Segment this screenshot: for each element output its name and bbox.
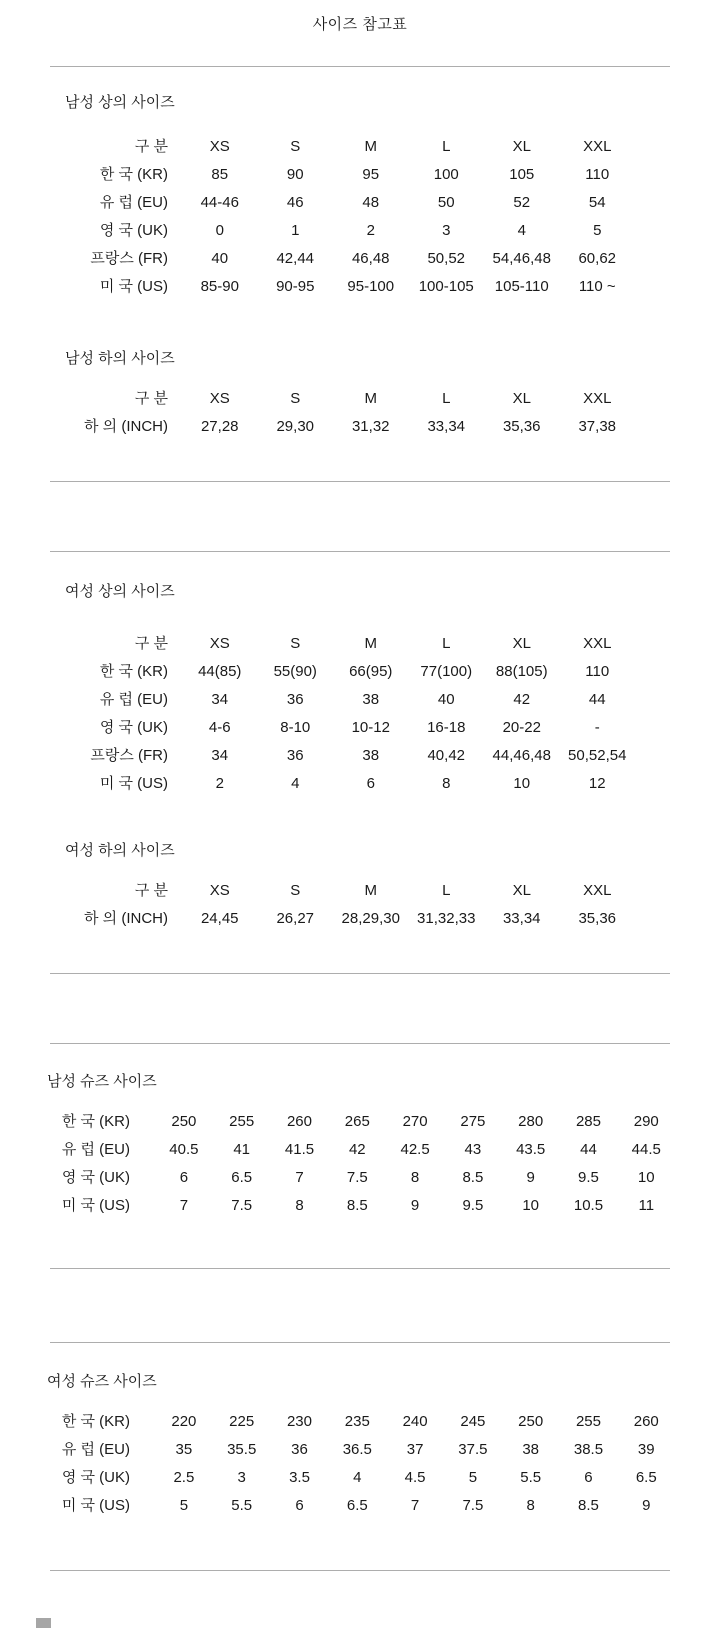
cell-value: 46,48 bbox=[351, 250, 390, 267]
row-label: 한 국 (KR) bbox=[99, 663, 168, 680]
cell-value: 20-22 bbox=[502, 719, 541, 736]
cell-value: 105-110 bbox=[494, 278, 549, 295]
mens-shoes-size-table bbox=[50, 1108, 675, 1220]
cell-value: 66(95) bbox=[349, 663, 393, 680]
column-header: XXL bbox=[583, 882, 612, 899]
divider bbox=[50, 1043, 670, 1044]
cell-value: 42 bbox=[513, 691, 531, 708]
row-label: 미 국 (US) bbox=[61, 1497, 130, 1514]
row-label: 한 국 (KR) bbox=[99, 166, 168, 183]
cell-value: 39 bbox=[637, 1441, 655, 1458]
cell-value: 265 bbox=[344, 1113, 370, 1130]
cell-value: 220 bbox=[171, 1413, 197, 1430]
cell-value: 280 bbox=[518, 1113, 544, 1130]
cell-value: 41 bbox=[233, 1141, 251, 1158]
column-header: XL bbox=[512, 882, 531, 899]
cell-value: 1 bbox=[291, 222, 300, 239]
cell-value: 52 bbox=[513, 194, 531, 211]
cell-value: 42.5 bbox=[400, 1141, 430, 1158]
cell-value: 27,28 bbox=[200, 418, 239, 435]
cell-value: 40.5 bbox=[169, 1141, 199, 1158]
row-label: 유 럽 (EU) bbox=[99, 194, 168, 211]
cell-value: 40 bbox=[437, 691, 455, 708]
cell-value: 54 bbox=[588, 194, 606, 211]
cell-value: 8.5 bbox=[462, 1169, 484, 1186]
cell-value: 34 bbox=[211, 747, 229, 764]
cell-value: 10 bbox=[637, 1169, 655, 1186]
column-header: S bbox=[290, 138, 301, 155]
column-header: XL bbox=[512, 138, 531, 155]
cell-value: 290 bbox=[633, 1113, 659, 1130]
cell-value: 16-18 bbox=[427, 719, 466, 736]
cell-value: 28,29,30 bbox=[341, 910, 400, 927]
cell-value: 10.5 bbox=[573, 1197, 604, 1214]
cell-value: 0 bbox=[215, 222, 224, 239]
row-label: 미 국 (US) bbox=[99, 775, 168, 792]
cell-value: 44,46,48 bbox=[492, 747, 551, 764]
column-header: L bbox=[442, 138, 451, 155]
cell-value: 250 bbox=[171, 1113, 197, 1130]
column-header: XS bbox=[209, 390, 230, 407]
row-header-label: 구 분 bbox=[134, 138, 168, 155]
cell-value: 9 bbox=[526, 1169, 535, 1186]
cell-value: 7.5 bbox=[462, 1497, 484, 1514]
cell-value: 33,34 bbox=[427, 418, 466, 435]
cell-value: 3 bbox=[237, 1469, 246, 1486]
row-label: 하 의 (INCH) bbox=[84, 910, 168, 927]
cell-value: 35.5 bbox=[227, 1441, 257, 1458]
cell-value: 8 bbox=[295, 1197, 304, 1214]
column-header: XXL bbox=[583, 138, 612, 155]
cell-value: 54,46,48 bbox=[492, 250, 551, 267]
cell-value: 8.5 bbox=[578, 1497, 599, 1514]
cell-value: 110 bbox=[585, 166, 610, 183]
section-title-mens-bottoms: 남성 하의 사이즈 bbox=[65, 350, 175, 367]
cell-value: 35,36 bbox=[578, 910, 617, 927]
row-label: 영 국 (UK) bbox=[61, 1169, 130, 1186]
cell-value: 35,36 bbox=[502, 418, 541, 435]
cell-value: 4 bbox=[353, 1469, 362, 1486]
cell-value: 37,38 bbox=[578, 418, 617, 435]
bottom-left-partial-element bbox=[36, 1618, 51, 1628]
cell-value: 43.5 bbox=[516, 1141, 546, 1158]
section-title-womens-bottoms: 여성 하의 사이즈 bbox=[65, 842, 175, 859]
column-header: XS bbox=[209, 635, 230, 652]
column-header: L bbox=[442, 882, 451, 899]
cell-value: 4.5 bbox=[404, 1469, 426, 1486]
cell-value: 37.5 bbox=[458, 1441, 488, 1458]
cell-value: 38.5 bbox=[573, 1441, 604, 1458]
womens-tops-size-table bbox=[50, 630, 635, 798]
cell-value: 6 bbox=[179, 1169, 189, 1186]
column-header: M bbox=[364, 138, 377, 155]
column-header: XXL bbox=[583, 635, 612, 652]
cell-value: 44-46 bbox=[200, 194, 239, 211]
column-header: M bbox=[364, 882, 377, 899]
cell-value: 6 bbox=[584, 1469, 593, 1486]
cell-value: 31,32 bbox=[351, 418, 390, 435]
cell-value: 6.5 bbox=[635, 1469, 657, 1486]
womens-bottoms-size-table bbox=[50, 877, 635, 933]
cell-value: 85-90 bbox=[200, 278, 239, 295]
cell-value: 2 bbox=[366, 222, 375, 239]
mens-bottoms-size-table bbox=[50, 385, 635, 441]
cell-value: 240 bbox=[402, 1413, 428, 1430]
cell-value: 35 bbox=[175, 1441, 193, 1458]
cell-value: 60,62 bbox=[578, 250, 617, 267]
cell-value: 12 bbox=[588, 775, 606, 792]
cell-value: 275 bbox=[460, 1113, 486, 1130]
cell-value: 3 bbox=[442, 222, 451, 239]
cell-value: 285 bbox=[575, 1113, 601, 1130]
cell-value: 10-12 bbox=[351, 719, 390, 736]
cell-value: 33,34 bbox=[502, 910, 541, 927]
cell-value: 38 bbox=[362, 691, 380, 708]
cell-value: 29,30 bbox=[276, 418, 315, 435]
cell-value: 90-95 bbox=[276, 278, 315, 295]
cell-value: 110 bbox=[585, 663, 610, 680]
cell-value: 38 bbox=[362, 747, 380, 764]
cell-value: 42,44 bbox=[276, 250, 315, 267]
column-header: M bbox=[364, 390, 377, 407]
cell-value: 270 bbox=[402, 1113, 428, 1130]
cell-value: 88(105) bbox=[495, 663, 548, 680]
cell-value: 40 bbox=[211, 250, 229, 267]
row-header-label: 구 분 bbox=[134, 882, 168, 899]
column-header: S bbox=[290, 882, 301, 899]
cell-value: 9.5 bbox=[462, 1197, 484, 1214]
cell-value: 95-100 bbox=[347, 278, 395, 295]
cell-value: 250 bbox=[518, 1413, 544, 1430]
cell-value: 5.5 bbox=[520, 1469, 542, 1486]
cell-value: 100-105 bbox=[418, 278, 474, 295]
row-label: 프랑스 (FR) bbox=[90, 747, 168, 764]
cell-value: 37 bbox=[406, 1441, 424, 1458]
cell-value: 44(85) bbox=[198, 663, 242, 680]
cell-value: 7 bbox=[410, 1497, 420, 1514]
cell-value: 105 bbox=[509, 166, 535, 183]
column-header: L bbox=[442, 390, 451, 407]
column-header: XS bbox=[209, 138, 230, 155]
cell-value: 10 bbox=[513, 775, 531, 792]
row-label: 하 의 (INCH) bbox=[84, 418, 168, 435]
section-title-mens-tops: 남성 상의 사이즈 bbox=[65, 94, 175, 111]
column-header: XL bbox=[512, 635, 531, 652]
cell-value: 255 bbox=[229, 1113, 255, 1130]
mens-tops-size-table bbox=[50, 133, 635, 301]
column-header: XS bbox=[209, 882, 230, 899]
row-label: 한 국 (KR) bbox=[61, 1113, 130, 1130]
cell-value: 31,32,33 bbox=[417, 910, 476, 927]
cell-value: 85 bbox=[211, 166, 229, 183]
row-label: 영 국 (UK) bbox=[61, 1469, 130, 1486]
cell-value: 34 bbox=[211, 691, 229, 708]
row-label: 한 국 (KR) bbox=[61, 1413, 130, 1430]
cell-value: 7 bbox=[295, 1169, 304, 1186]
row-label: 영 국 (UK) bbox=[99, 222, 168, 239]
cell-value: 6 bbox=[366, 775, 375, 792]
cell-value: 260 bbox=[286, 1113, 312, 1130]
cell-value: 4 bbox=[291, 775, 300, 792]
row-header-label: 구 분 bbox=[134, 635, 168, 652]
cell-value: 41.5 bbox=[284, 1141, 315, 1158]
cell-value: 7.5 bbox=[231, 1197, 253, 1214]
cell-value: 55(90) bbox=[273, 663, 317, 680]
cell-value: 4-6 bbox=[208, 719, 231, 736]
row-label: 영 국 (UK) bbox=[99, 719, 168, 736]
cell-value: 6.5 bbox=[346, 1497, 368, 1514]
cell-value: 43 bbox=[464, 1141, 482, 1158]
row-header-label: 구 분 bbox=[134, 390, 168, 407]
cell-value: - bbox=[594, 719, 600, 736]
cell-value: 100 bbox=[433, 166, 459, 183]
row-label: 프랑스 (FR) bbox=[90, 250, 168, 267]
cell-value: 42 bbox=[348, 1141, 366, 1158]
column-header: XXL bbox=[583, 390, 612, 407]
cell-value: 8 bbox=[410, 1169, 420, 1186]
cell-value: 8 bbox=[526, 1497, 535, 1514]
cell-value: 77(100) bbox=[420, 663, 473, 680]
column-header: L bbox=[442, 635, 451, 652]
cell-value: 40,42 bbox=[427, 747, 466, 764]
cell-value: 50,52,54 bbox=[568, 747, 627, 764]
cell-value: 90 bbox=[286, 166, 304, 183]
cell-value: 36 bbox=[286, 747, 304, 764]
cell-value: 6 bbox=[295, 1497, 304, 1514]
row-label: 유 럽 (EU) bbox=[99, 691, 168, 708]
womens-shoes-size-table bbox=[50, 1408, 675, 1520]
divider bbox=[50, 481, 670, 482]
cell-value: 26,27 bbox=[276, 910, 315, 927]
cell-value: 8 bbox=[442, 775, 451, 792]
cell-value: 9 bbox=[642, 1497, 651, 1514]
cell-value: 6.5 bbox=[231, 1169, 253, 1186]
cell-value: 255 bbox=[575, 1413, 601, 1430]
column-header: M bbox=[364, 635, 377, 652]
cell-value: 95 bbox=[362, 166, 380, 183]
cell-value: 11 bbox=[638, 1197, 655, 1214]
cell-value: 3.5 bbox=[289, 1469, 310, 1486]
divider bbox=[50, 1570, 670, 1571]
cell-value: 260 bbox=[633, 1413, 659, 1430]
cell-value: 245 bbox=[460, 1413, 486, 1430]
cell-value: 50 bbox=[437, 194, 455, 211]
cell-value: 44.5 bbox=[631, 1141, 661, 1158]
cell-value: 48 bbox=[362, 194, 380, 211]
cell-value: 5 bbox=[468, 1469, 478, 1486]
cell-value: 8.5 bbox=[346, 1197, 368, 1214]
cell-value: 36.5 bbox=[342, 1441, 372, 1458]
page-title: 사이즈 참고표 bbox=[312, 16, 408, 33]
cell-value: 24,45 bbox=[200, 910, 239, 927]
column-header: S bbox=[290, 635, 301, 652]
column-header: XL bbox=[512, 390, 531, 407]
cell-value: 5 bbox=[179, 1497, 189, 1514]
cell-value: 7.5 bbox=[346, 1169, 368, 1186]
divider bbox=[50, 551, 670, 552]
cell-value: 10 bbox=[522, 1197, 540, 1214]
divider bbox=[50, 1268, 670, 1269]
cell-value: 110 ~ bbox=[578, 278, 616, 295]
cell-value: 8-10 bbox=[280, 719, 311, 736]
cell-value: 36 bbox=[291, 1441, 308, 1458]
cell-value: 9 bbox=[410, 1197, 420, 1214]
section-title-womens-shoes: 여성 슈즈 사이즈 bbox=[47, 1373, 157, 1390]
cell-value: 44 bbox=[588, 691, 606, 708]
cell-value: 7 bbox=[179, 1197, 189, 1214]
cell-value: 9.5 bbox=[578, 1169, 599, 1186]
cell-value: 38 bbox=[522, 1441, 540, 1458]
row-label: 유 럽 (EU) bbox=[61, 1141, 130, 1158]
cell-value: 235 bbox=[344, 1413, 370, 1430]
cell-value: 36 bbox=[286, 691, 304, 708]
divider bbox=[50, 66, 670, 67]
row-label: 미 국 (US) bbox=[61, 1197, 130, 1214]
column-header: S bbox=[290, 390, 301, 407]
section-title-womens-tops: 여성 상의 사이즈 bbox=[65, 583, 175, 600]
cell-value: 230 bbox=[286, 1413, 312, 1430]
divider bbox=[50, 973, 670, 974]
cell-value: 4 bbox=[517, 222, 526, 239]
row-label: 미 국 (US) bbox=[99, 278, 168, 295]
cell-value: 2 bbox=[215, 775, 224, 792]
cell-value: 50,52 bbox=[427, 250, 466, 267]
cell-value: 5.5 bbox=[231, 1497, 253, 1514]
cell-value: 5 bbox=[593, 222, 602, 239]
divider bbox=[50, 1342, 670, 1343]
section-title-mens-shoes: 남성 슈즈 사이즈 bbox=[47, 1073, 157, 1090]
cell-value: 44 bbox=[580, 1141, 597, 1158]
cell-value: 2.5 bbox=[173, 1469, 195, 1486]
row-label: 유 럽 (EU) bbox=[61, 1441, 130, 1458]
cell-value: 46 bbox=[286, 194, 304, 211]
cell-value: 225 bbox=[229, 1413, 255, 1430]
